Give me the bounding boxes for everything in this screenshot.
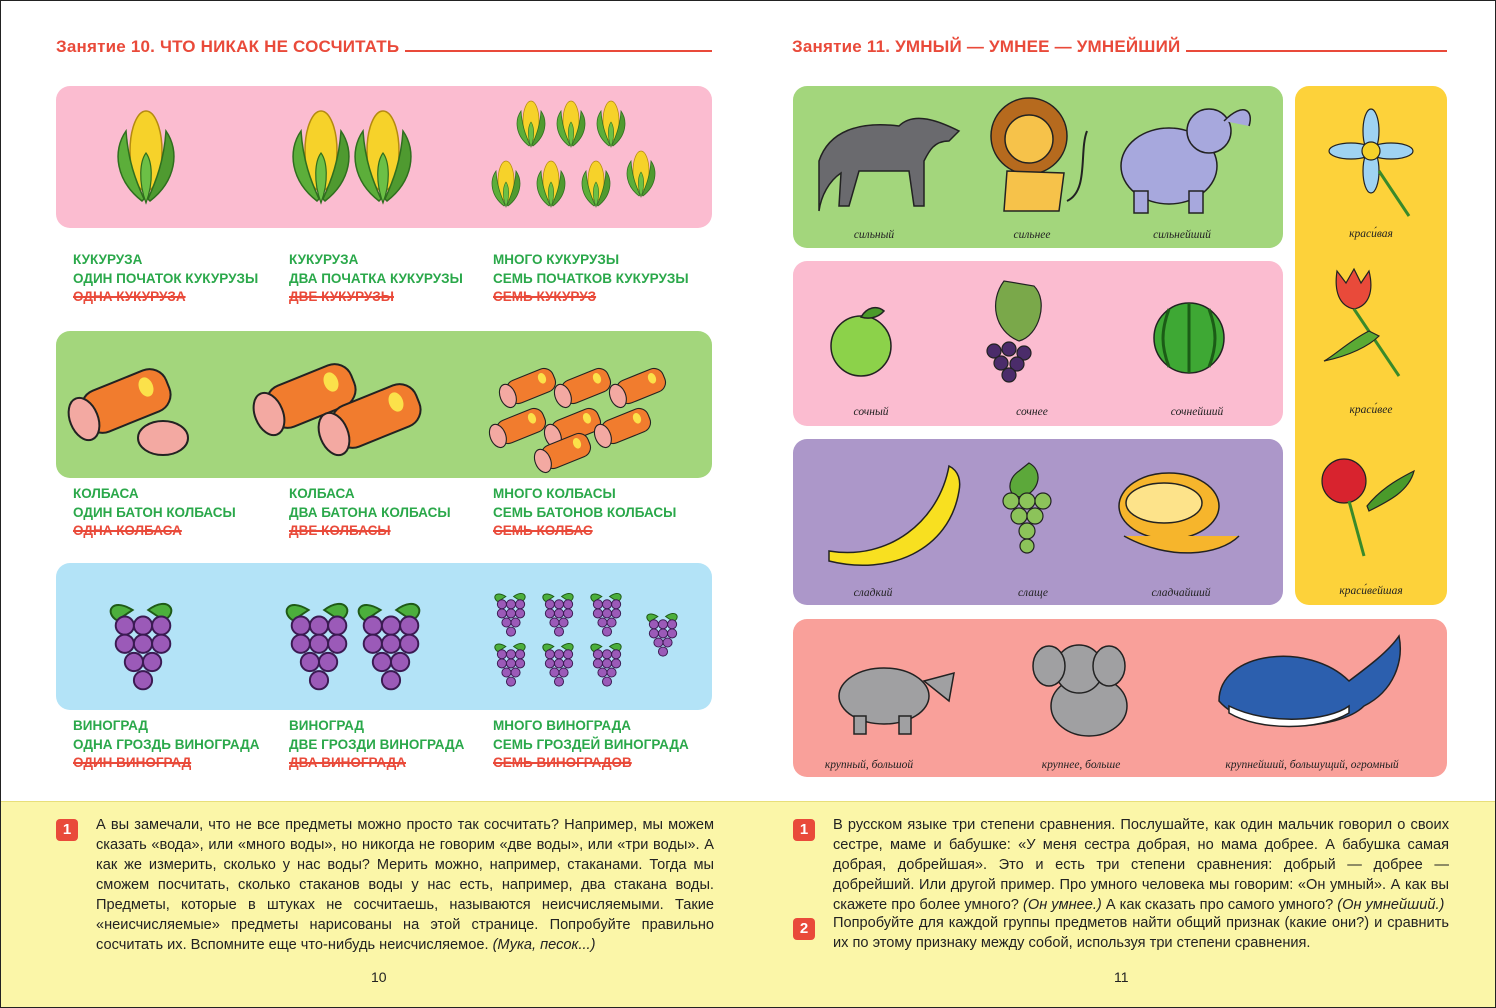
task-2-number-badge: 2 (793, 918, 815, 940)
corn-label-2: КУКУРУЗА ДВА ПОЧАТКА КУКУРУЗЫ ДВЕ КУКУРУЗЫ (289, 252, 463, 304)
caption-big: крупный, большой (824, 759, 914, 771)
task-2-text: Попробуйте для каждой группы предметов найти общий признак (какие они?) и сравнить их по этому признаку между собой, используя три степени сравнения. (833, 915, 1449, 951)
caption-juicy: сочный (853, 406, 889, 418)
whale-image (1219, 636, 1400, 727)
task-number-badge: 1 (56, 819, 78, 841)
grapes-label-1: ВИНОГРАД ОДНА ГРОЗДЬ ВИНОГРАДА ОДИН ВИНОГРАД (73, 718, 260, 770)
apple-image (831, 308, 891, 376)
caption-strong: сильный (853, 229, 895, 241)
melon-image (1119, 473, 1239, 553)
lesson-10-title-text: Занятие 10. ЧТО НИКАК НЕ СОСЧИТАТЬ (56, 37, 400, 56)
grapes-label-3: МНОГО ВИНОГРАДА СЕМЬ ГРОЗДЕЙ ВИНОГРАДА СЕМЬ ВИНОГРАДОВ (493, 718, 689, 770)
sausage-label-3: МНОГО КОЛБАСЫ СЕМЬ БАТОНОВ КОЛБАСЫ СЕМЬ КОЛБАС (493, 486, 677, 538)
task-1-text: В русском языке три степени сравнения. Послушайте, как один мальчик говорил о своих сестре, маме и бабушке: «У меня сестра добрая, но мама добрее. А бабушка самая добрая, добрейшая». Это и есть три степени сравнения: добрый — добрее — добрейший. Или другой пример. Про умного человека мы говорим: «Он умный». А как вы скажете про более умного? (Он умнее.) А как сказать про самого умного? (Он умнейший.) (833, 817, 1449, 913)
elephant-image (1121, 109, 1250, 213)
page-number-left: 10 (371, 969, 387, 985)
watermelon-image (1154, 303, 1224, 373)
rhino-image (839, 668, 954, 734)
sausage-label-2: КОЛБАСА ДВА БАТОНА КОЛБАСЫ ДВЕ КОЛБАСЫ (289, 486, 451, 538)
grapes-illustrations (1, 1, 749, 713)
caption-stronger: сильнее (1013, 229, 1051, 241)
caption-most-beautiful: краси́вейшая (1339, 585, 1403, 597)
green-grapes-image (1003, 463, 1051, 553)
caption-sweetest: сладчайший (1151, 587, 1211, 599)
lesson-11-title-text: Занятие 11. УМНЫЙ — УМНЕЕ — УМНЕЙШИЙ (792, 37, 1181, 56)
caption-beautiful: краси́вая (1349, 228, 1393, 240)
daisy-image (1329, 109, 1413, 216)
small-elephant-image (1033, 645, 1127, 736)
banana-image (829, 466, 960, 565)
corn-label-3: МНОГО КУКУРУЗЫ СЕМЬ ПОЧАТКОВ КУКУРУЗЫ СЕМЬ КУКУРУЗ (493, 252, 689, 304)
grapes-image (987, 281, 1041, 382)
caption-juiciest: сочнейший (1170, 406, 1224, 418)
tulip-image (1324, 269, 1399, 376)
right-page (749, 0, 1496, 1008)
sausage-label-1: КОЛБАСА ОДИН БАТОН КОЛБАСЫ ОДНА КОЛБАСА (73, 486, 236, 538)
task-text-left: А вы замечали, что не все предметы можно просто так сосчитать? Например, мы можем сказать «вода», или «много воды», но никогда не говорим «две воды», или «три воды». А как же измерить, сколько у нас воды? Мерить можно, например, стаканами. Тогда мы сможем посчитать, сколько стаканов воды у нас есть, например, два стакана воды. Предметы, которые в штуках не сосчитаешь, называются неисчисляемыми. Такие «неисчисляемые» предметы нарисованы на этой странице. Попробуйте правильно сосчитать их. Вспомните еще что-нибудь неисчисляемое. (Мука, песок...) (96, 817, 714, 953)
caption-biggest: крупнейший, большущий, огромный (1225, 759, 1399, 771)
corn-label-1: КУКУРУЗА ОДИН ПОЧАТОК КУКУРУЗЫ ОДНА КУКУРУЗА (73, 252, 259, 304)
caption-bigger: крупнее, больше (1041, 759, 1121, 771)
rose-image (1322, 459, 1414, 556)
caption-strongest: сильнейший (1153, 229, 1211, 241)
grapes-label-2: ВИНОГРАД ДВЕ ГРОЗДИ ВИНОГРАДА ДВА ВИНОГРАДА (289, 718, 465, 770)
caption-sweet: сладкий (853, 587, 893, 599)
wolf-image (819, 118, 959, 211)
task-1-number-badge: 1 (793, 819, 815, 841)
lion-image (991, 98, 1087, 211)
comparison-illustrations (749, 1, 1496, 781)
page-number-right: 11 (1114, 969, 1129, 985)
caption-juicier: сочнее (1016, 406, 1048, 418)
caption-more-beautiful: краси́вее (1349, 404, 1393, 416)
caption-sweeter: слаще (1017, 587, 1049, 599)
